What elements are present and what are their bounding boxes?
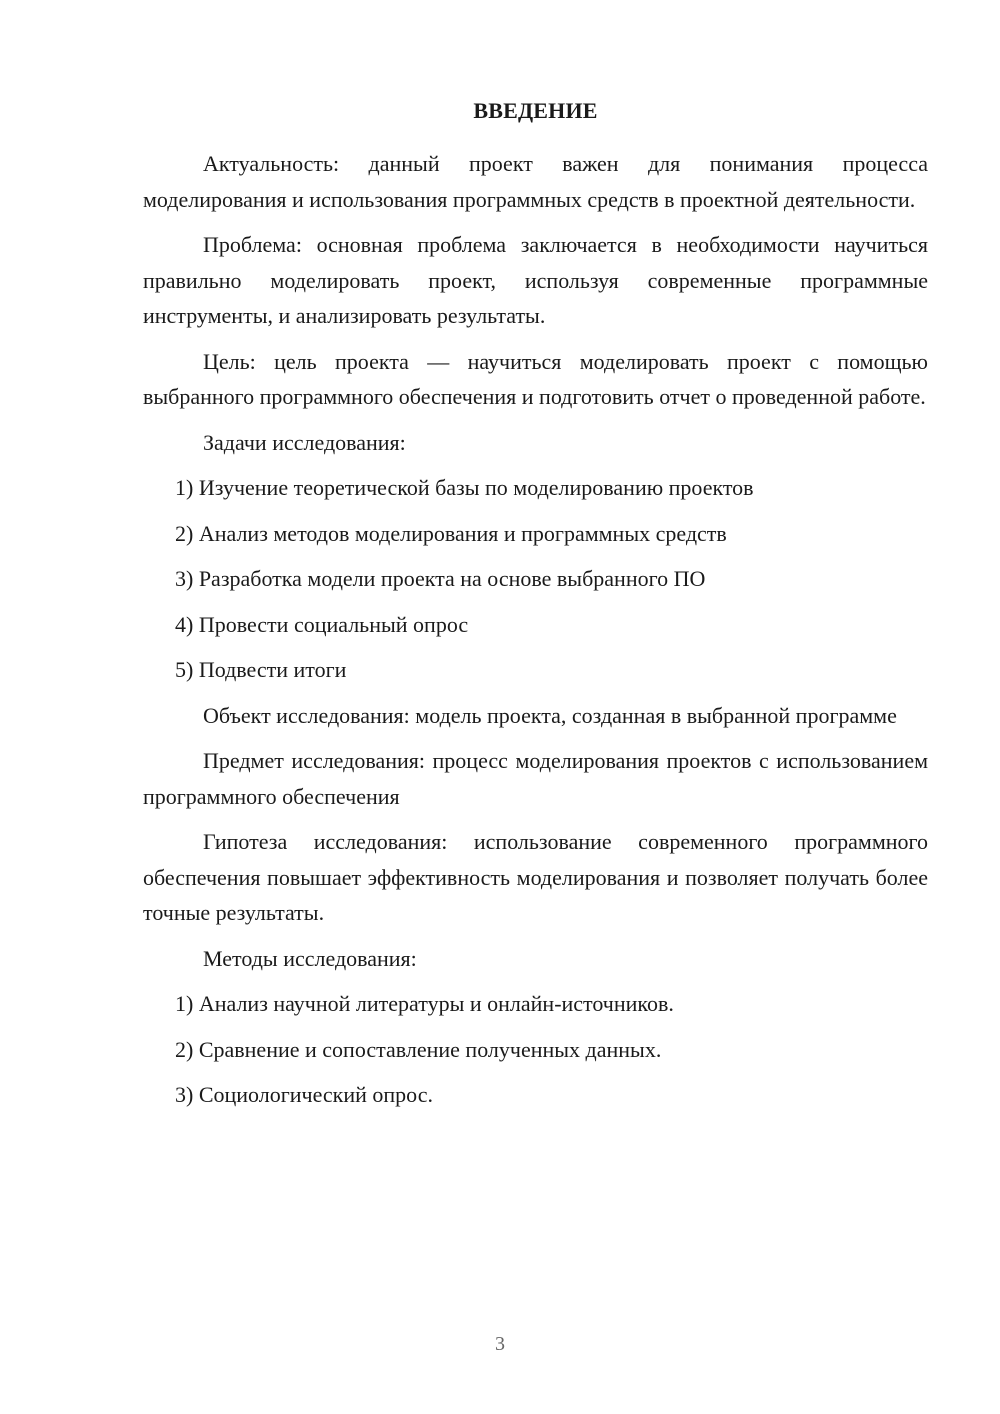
list-item: 2) Анализ методов моделирования и программных средств (175, 520, 727, 546)
problem-paragraph: Проблема: основная проблема заключается в необходимости научиться правильно моделировать проект, используя современные программные инструменты, и анализировать результаты. (143, 232, 928, 328)
section-heading: ВВЕДЕНИЕ (473, 98, 598, 123)
page-number: 3 (495, 1333, 505, 1355)
goal-paragraph: Цель: цель проекта — научиться моделировать проект с помощью выбранного программного обеспечения и подготовить отчет о проведенной работе. (143, 348, 928, 409)
relevance-paragraph: Актуальность: данный проект важен для понимания процесса моделирования и использования программных средств в проектной деятельности. (143, 151, 928, 212)
list-item: 1) Анализ научной литературы и онлайн-источников. (175, 991, 674, 1016)
list-item: 2) Сравнение и сопоставление полученных данных. (175, 1036, 662, 1062)
methods-intro: Методы исследования: (203, 945, 417, 971)
list-item: 3) Разработка модели проекта на основе выбранного ПО (175, 566, 706, 591)
tasks-intro: Задачи исследования: (203, 429, 406, 455)
tasks-list (143, 470, 928, 688)
methods-list (143, 986, 928, 1113)
list-item: 5) Подвести итоги (175, 657, 347, 682)
document-page (143, 94, 928, 1123)
list-item: 3) Социологический опрос. (175, 1082, 433, 1107)
hypothesis-paragraph: Гипотеза исследования: использование современного программного обеспечения повышает эффективность моделирования и позволяет получать более точные результаты. (143, 829, 928, 925)
list-item: 1) Изучение теоретической базы по моделированию проектов (175, 475, 754, 500)
list-item: 4) Провести социальный опрос (175, 611, 469, 637)
object-paragraph: Объект исследования: модель проекта, созданная в выбранной программе (203, 702, 897, 728)
subject-paragraph: Предмет исследования: процесс моделирования проектов с использованием программного обеспечения (143, 748, 928, 809)
